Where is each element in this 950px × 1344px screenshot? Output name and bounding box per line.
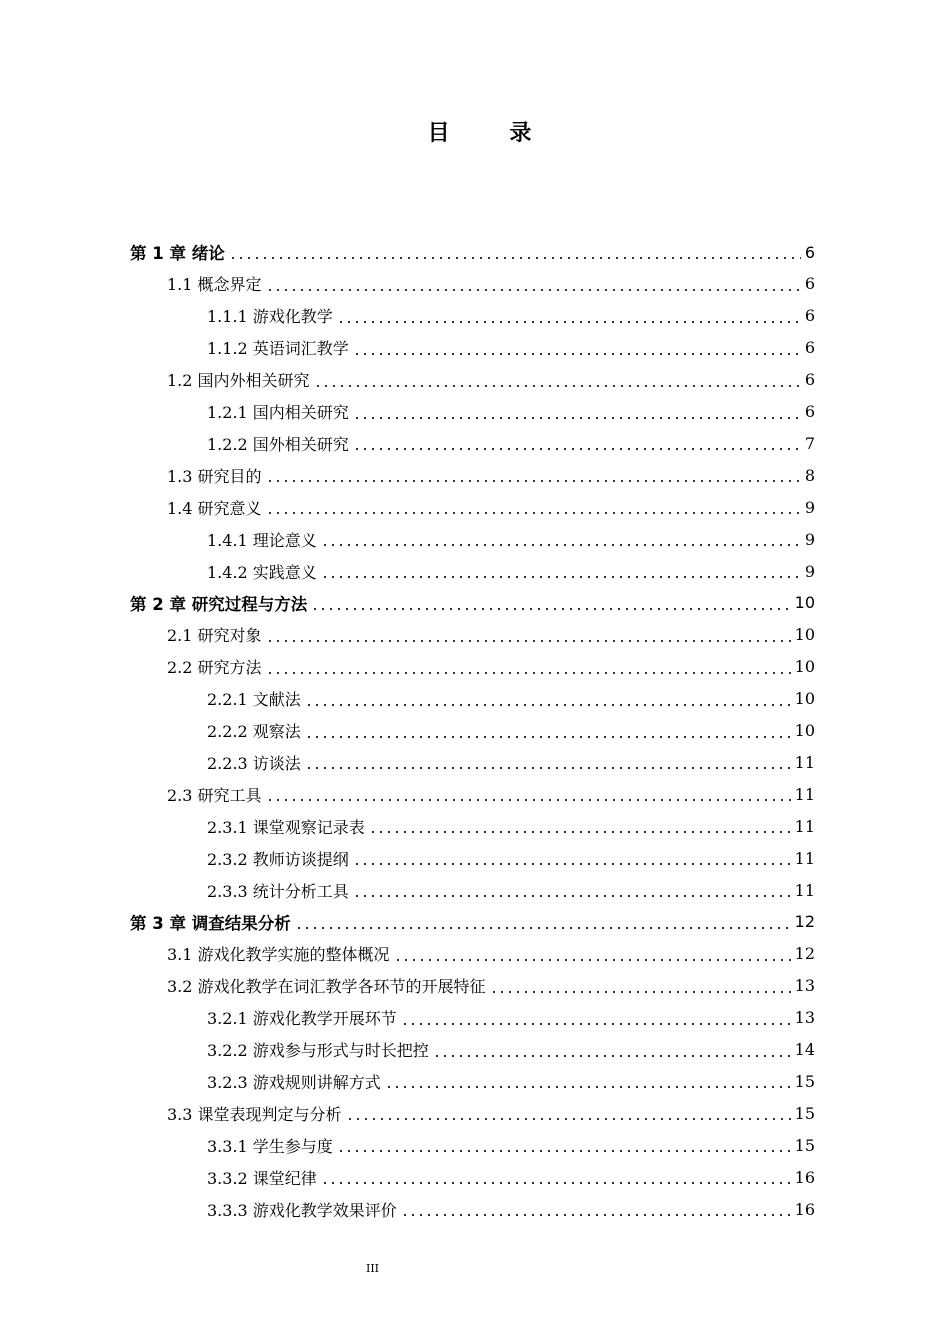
toc-entry[interactable] [207, 1034, 815, 1066]
toc-entry-label: 2.1 研究对象 [167, 626, 262, 646]
toc-dot-leader [369, 831, 791, 833]
toc-entry-page: 9 [804, 497, 815, 517]
toc-dot-leader [321, 544, 801, 546]
toc-entry-label: 2.2.3 访谈法 [207, 753, 301, 773]
toc-entry-page: 6 [804, 306, 815, 326]
toc-entry-page: 6 [804, 402, 815, 421]
toc-dot-leader [321, 1182, 791, 1184]
toc-entry-page: 6 [804, 338, 815, 358]
toc-entry[interactable] [167, 938, 815, 970]
toc-entry[interactable] [207, 1161, 815, 1193]
toc-dot-leader [266, 640, 791, 642]
toc-entry-page: 12 [794, 912, 815, 932]
toc-entry-page: 11 [794, 816, 815, 836]
toc-entry-label: 1.2 国内外相关研究 [167, 371, 310, 391]
toc-entry-label: 2.2.1 文献法 [207, 690, 301, 710]
toc-dot-leader [321, 576, 801, 578]
toc-dot-leader [266, 289, 801, 291]
toc-entry[interactable] [167, 651, 815, 683]
toc-entry[interactable] [207, 1193, 815, 1225]
toc-entry-label: 1.2.1 国内相关研究 [207, 403, 349, 422]
toc-entry-page: 15 [794, 1103, 815, 1123]
toc-entry-label: 3.3 课堂表现判定与分析 [167, 1104, 342, 1124]
toc-entry-page: 10 [794, 689, 815, 709]
toc-entry-label: 3.3.1 学生参与度 [207, 1136, 333, 1156]
toc-entry[interactable] [207, 427, 815, 459]
toc-entry-label: 3.3.2 课堂纪律 [207, 1168, 317, 1188]
toc-dot-leader [314, 385, 801, 387]
toc-dot-leader [311, 608, 790, 610]
toc-entry-label: 3.1 游戏化教学实施的整体概况 [167, 945, 390, 965]
toc-entry-label: 3.2.3 游戏规则讲解方式 [207, 1072, 381, 1092]
toc-entry-label: 1.4.1 理论意义 [207, 530, 317, 550]
toc-entry[interactable] [207, 715, 815, 747]
toc-entry[interactable] [207, 1002, 815, 1034]
toc-dot-leader [394, 959, 791, 961]
toc-entry[interactable] [167, 970, 815, 1002]
toc-entry-label: 3.2 游戏化教学在词汇教学各环节的开展特征 [167, 977, 486, 997]
toc-dot-leader [353, 895, 791, 897]
toc-dot-leader [337, 1150, 791, 1152]
toc-dot-leader [433, 1055, 791, 1057]
toc-dot-leader [353, 417, 801, 419]
toc-dot-leader [385, 1086, 791, 1088]
toc-entry-page: 6 [804, 274, 815, 294]
toc-dot-leader [266, 799, 791, 801]
toc-entry-label: 第 2 章 研究过程与方法 [130, 594, 308, 614]
toc-entry-page: 7 [804, 433, 815, 453]
toc-entry-page: 13 [794, 976, 815, 996]
toc-entry[interactable] [130, 236, 815, 268]
toc-entry[interactable] [207, 332, 815, 364]
toc-entry[interactable] [167, 1097, 815, 1129]
toc-entry-page: 12 [794, 944, 815, 964]
toc-entry[interactable] [207, 300, 815, 332]
toc-entry-label: 1.1.2 英语词汇教学 [207, 339, 349, 359]
page-title: 目 录 [427, 121, 558, 146]
toc-entry-page: 11 [794, 752, 815, 772]
toc-dot-leader [295, 927, 791, 929]
toc-entry[interactable] [207, 746, 815, 778]
toc-dot-leader [266, 512, 801, 514]
toc-dot-leader [305, 704, 791, 706]
toc-entry[interactable] [167, 268, 815, 300]
toc-entry[interactable] [207, 810, 815, 842]
toc-entry-label: 第 1 章 绪论 [130, 244, 225, 263]
toc-entry-page: 6 [804, 370, 815, 390]
toc-entry-page: 15 [794, 1071, 815, 1091]
toc-entry[interactable] [167, 619, 815, 651]
toc-entry-page: 8 [804, 465, 815, 485]
toc-dot-leader [353, 353, 801, 355]
toc-entry-label: 第 3 章 调查结果分析 [130, 913, 291, 933]
toc-dot-leader [266, 672, 791, 674]
toc-entry-label: 1.4.2 实践意义 [207, 562, 317, 582]
toc-entry-label: 1.2.2 国外相关研究 [207, 434, 349, 454]
toc-dot-leader [346, 1118, 791, 1120]
toc-dot-leader [229, 257, 801, 259]
toc-entry-label: 2.3.2 教师访谈提纲 [207, 849, 349, 869]
toc-entry[interactable] [167, 778, 815, 810]
toc-entry[interactable] [130, 906, 815, 938]
toc-dot-leader [337, 321, 801, 323]
toc-entry[interactable] [207, 874, 815, 906]
toc-dot-leader [401, 1214, 791, 1216]
toc-entry-label: 2.3.1 课堂观察记录表 [207, 817, 365, 837]
toc-entry-page: 14 [794, 1040, 815, 1059]
toc-entry-page: 6 [804, 242, 815, 262]
toc-entry[interactable] [207, 523, 815, 555]
toc-entry-page: 11 [794, 848, 815, 868]
toc-entry[interactable] [207, 555, 815, 587]
toc-entry[interactable] [207, 1065, 815, 1097]
toc-dot-leader [353, 863, 791, 865]
toc-entry[interactable] [207, 842, 815, 874]
toc-dot-leader [401, 1023, 791, 1025]
toc-entry-page: 11 [794, 784, 815, 804]
toc-dot-leader [305, 767, 791, 769]
toc-entry-page: 10 [794, 593, 815, 613]
toc-dot-leader [490, 991, 791, 993]
toc-entry[interactable] [207, 1129, 815, 1161]
toc-entry[interactable] [207, 396, 815, 428]
toc-dot-leader [305, 736, 791, 738]
toc-entry-label: 1.1 概念界定 [167, 275, 262, 295]
toc-dot-leader [266, 480, 801, 482]
toc-entry-page: 13 [794, 1008, 815, 1028]
toc-entry-page: 10 [794, 721, 815, 740]
toc-entry-label: 1.1.1 游戏化教学 [207, 307, 333, 327]
toc-entry-page: 15 [794, 1135, 815, 1155]
toc-entry[interactable] [167, 459, 815, 491]
toc-entry-label: 3.3.3 游戏化教学效果评价 [207, 1200, 397, 1220]
toc-entry[interactable] [167, 491, 815, 523]
toc-entry-page: 16 [794, 1199, 815, 1219]
toc-entry-page: 11 [794, 880, 815, 900]
toc-entry-page: 10 [794, 625, 815, 645]
page-number: III [365, 1262, 380, 1275]
toc-entry-label: 2.3 研究工具 [167, 785, 262, 805]
toc-entry-label: 3.2.2 游戏参与形式与时长把控 [207, 1041, 429, 1060]
toc-entry[interactable] [207, 683, 815, 715]
toc-entry-page: 9 [804, 561, 815, 581]
toc-entry[interactable] [167, 364, 815, 396]
toc-entry-label: 1.3 研究目的 [167, 466, 262, 486]
toc-dot-leader [353, 448, 801, 450]
toc-entry-label: 1.4 研究意义 [167, 498, 262, 518]
toc-entry-page: 9 [804, 529, 815, 549]
toc-entry-label: 2.3.3 统计分析工具 [207, 881, 349, 901]
toc-entry-label: 3.2.1 游戏化教学开展环节 [207, 1009, 397, 1029]
toc-entry-page: 10 [794, 657, 815, 677]
toc-entry[interactable] [130, 587, 815, 619]
toc-entry-page: 16 [794, 1167, 815, 1187]
toc-entry-label: 2.2.2 观察法 [207, 722, 301, 741]
toc-entry-label: 2.2 研究方法 [167, 658, 262, 678]
